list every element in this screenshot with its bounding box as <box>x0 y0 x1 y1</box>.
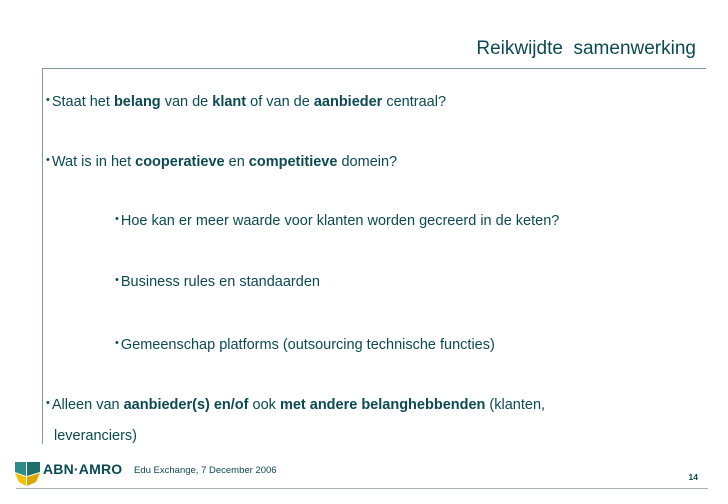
b1-text-1: Staat het <box>51 94 114 110</box>
b3-bold-aanbieders: aanbieder(s) en/of <box>123 397 249 413</box>
b3-text-2: ook <box>248 397 280 413</box>
title-divider <box>42 68 706 69</box>
b2-text-1: Wat is in het <box>51 154 136 170</box>
bullet-belanghebbenden <box>46 393 545 415</box>
slide-title: Reikwijdte samenwerking <box>476 38 696 59</box>
bullet-domein <box>46 150 397 172</box>
bullet-belanghebbenden-continued: leveranciers) <box>54 428 137 444</box>
bullet-dot: • <box>46 94 50 106</box>
shield-logo-icon <box>14 458 42 488</box>
b1-text-4: centraal? <box>382 94 447 110</box>
bullet-dot: • <box>115 274 119 286</box>
sub-bullet-waarde <box>115 209 559 231</box>
b2-bold-cooperatieve: cooperatieve <box>135 154 225 170</box>
left-divider <box>42 68 43 444</box>
b1-text-2: van de <box>160 94 213 110</box>
b1-text-3: of van de <box>246 94 314 110</box>
bullet-dot: • <box>46 397 50 409</box>
b1-bold-belang: belang <box>113 94 161 110</box>
b1-bold-klant: klant <box>212 94 247 110</box>
sub-bullet-business-rules <box>115 270 320 292</box>
b2-text-3: domein? <box>337 154 398 170</box>
logo-text: ABN·AMRO <box>43 461 123 477</box>
b3-text-1: Alleen van <box>51 397 124 413</box>
b2-text-2: en <box>224 154 249 170</box>
sub-bullet-text: Hoe kan er meer waarde voor klanten worden gecreerd in de keten? <box>120 213 560 229</box>
bullet-dot: • <box>46 154 50 166</box>
bullet-dot: • <box>115 337 119 349</box>
b1-bold-aanbieder: aanbieder <box>313 94 383 110</box>
b3-bold-belanghebbenden: met andere belanghebbenden <box>279 397 486 413</box>
sub-bullet-platforms <box>115 333 495 355</box>
sub-bullet-text: Gemeenschap platforms (outsourcing technische functies) <box>120 337 495 353</box>
b3-text-3: (klanten, <box>485 397 546 413</box>
bullet-dot: • <box>115 213 119 225</box>
page-number: 14 <box>688 472 698 482</box>
b2-bold-competitieve: competitieve <box>248 154 338 170</box>
sub-bullet-text: Business rules en standaarden <box>120 274 320 290</box>
footer-note: Edu Exchange, 7 December 2006 <box>134 465 277 476</box>
footer-divider <box>16 488 708 489</box>
bullet-klant-aanbieder <box>46 90 446 112</box>
abn-amro-logo <box>14 458 123 488</box>
